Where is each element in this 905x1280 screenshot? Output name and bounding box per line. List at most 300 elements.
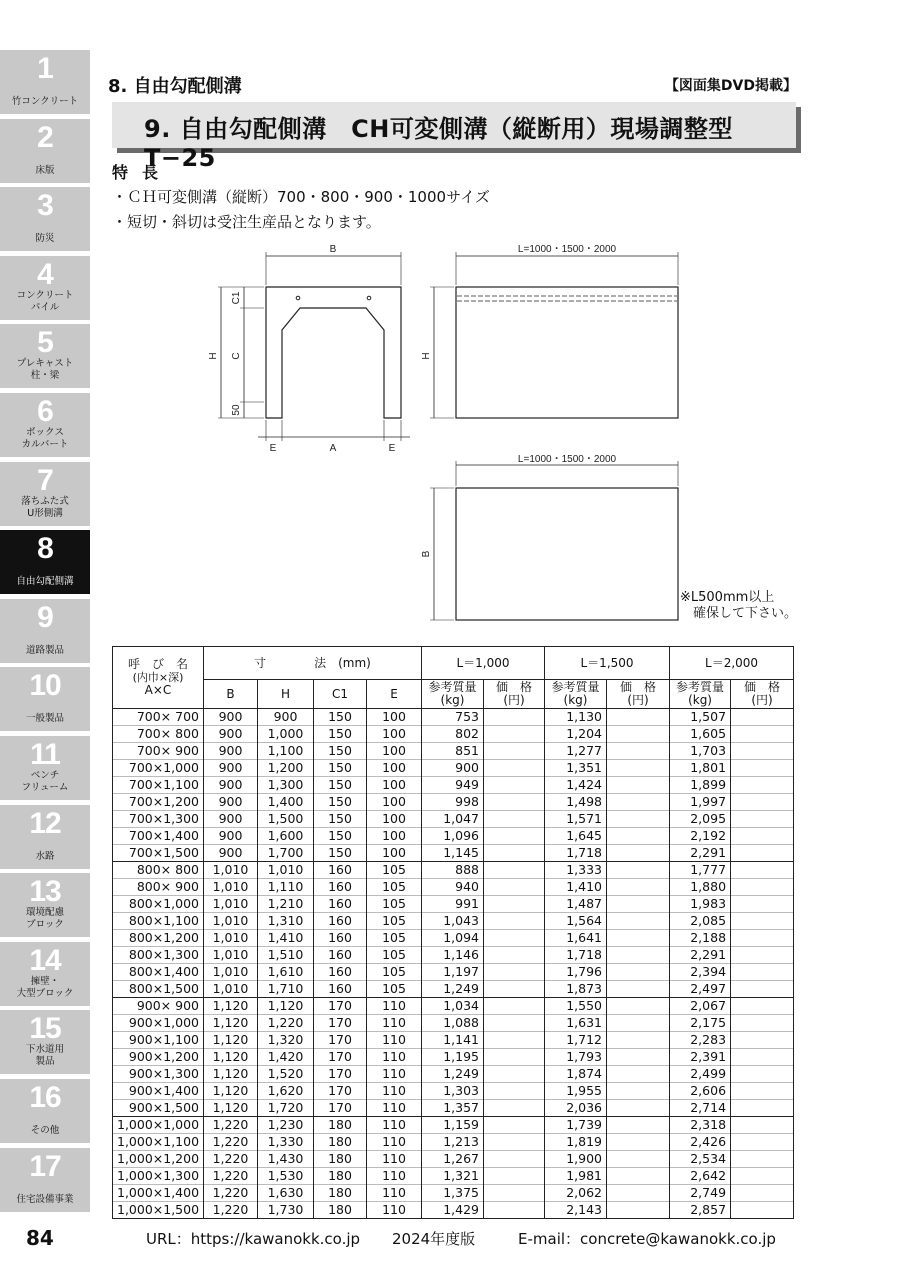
value-cell: 180	[314, 1202, 367, 1219]
price-cell	[731, 845, 794, 862]
value-cell: 1,088	[422, 1015, 484, 1032]
price-cell	[731, 947, 794, 964]
dim-label-50: 50	[231, 404, 242, 416]
table-row	[113, 794, 794, 811]
col-header-l1000: L＝1,000	[422, 647, 545, 680]
value-cell: 2,291	[670, 947, 731, 964]
value-cell: 900	[204, 709, 258, 726]
value-cell: 1,564	[545, 913, 607, 930]
table-row	[113, 1083, 794, 1100]
size-cell: 900×1,300	[113, 1066, 204, 1083]
value-cell: 110	[367, 1049, 422, 1066]
plan-view	[421, 454, 678, 620]
price-cell	[484, 998, 545, 1015]
dim-label-h: H	[208, 352, 219, 360]
sidebar-tab-15[interactable]	[0, 1010, 90, 1074]
value-cell: 2,642	[670, 1168, 731, 1185]
value-cell: 1,507	[670, 709, 731, 726]
value-cell: 1,819	[545, 1134, 607, 1151]
value-cell: 1,303	[422, 1083, 484, 1100]
value-cell: 1,605	[670, 726, 731, 743]
table-row	[113, 1185, 794, 1202]
size-cell: 700×1,300	[113, 811, 204, 828]
col-header-name: 呼 び 名 (内巾×深) A×C	[113, 647, 204, 709]
value-cell: 900	[204, 794, 258, 811]
price-cell	[731, 1151, 794, 1168]
size-cell: 900×1,000	[113, 1015, 204, 1032]
value-cell: 900	[258, 709, 314, 726]
size-cell: 700×1,500	[113, 845, 204, 862]
table-row	[113, 1049, 794, 1066]
dim-label-c1: C1	[231, 291, 242, 305]
value-cell: 1,220	[204, 1168, 258, 1185]
features-heading: 特長	[112, 163, 173, 182]
footer-email[interactable]: E-mail：concrete@kawanokk.co.jp	[518, 1230, 776, 1248]
size-cell: 700×1,400	[113, 828, 204, 845]
price-cell	[484, 1049, 545, 1066]
sidebar-tab-17[interactable]	[0, 1148, 90, 1212]
value-cell: 150	[314, 794, 367, 811]
col-header-l1500: L＝1,500	[545, 647, 670, 680]
value-cell: 1,720	[258, 1100, 314, 1117]
value-cell: 1,330	[258, 1134, 314, 1151]
dim-label-length-plan: L=1000・1500・2000	[517, 454, 617, 465]
price-cell	[607, 811, 670, 828]
sidebar-tab-number: 6	[37, 395, 53, 428]
value-cell: 2,143	[545, 1202, 607, 1219]
sidebar-tab-label: 床版	[35, 164, 55, 176]
value-cell: 150	[314, 709, 367, 726]
col-header-l2000: L＝2,000	[670, 647, 794, 680]
price-cell	[731, 1032, 794, 1049]
col-header-dim: C1	[314, 680, 367, 709]
feature-item: ・ＣＨ可変側溝（縦断）700・800・900・1000サイズ	[112, 188, 490, 206]
value-cell: 1,141	[422, 1032, 484, 1049]
price-cell	[731, 964, 794, 981]
value-cell: 2,534	[670, 1151, 731, 1168]
sidebar-tab-number: 15	[29, 1012, 61, 1046]
size-cell: 1,000×1,400	[113, 1185, 204, 1202]
value-cell: 1,424	[545, 777, 607, 794]
value-cell: 753	[422, 709, 484, 726]
price-cell	[607, 828, 670, 845]
value-cell: 100	[367, 726, 422, 743]
value-cell: 1,230	[258, 1117, 314, 1134]
price-cell	[607, 1202, 670, 1219]
table-row	[113, 743, 794, 760]
sidebar-tab-label: コンクリート パイル	[16, 289, 74, 313]
price-cell	[484, 1100, 545, 1117]
value-cell: 105	[367, 947, 422, 964]
table-row	[113, 1015, 794, 1032]
sidebar-tab-number: 14	[29, 943, 61, 977]
sidebar-tab-label: その他	[30, 1125, 60, 1136]
value-cell: 1,267	[422, 1151, 484, 1168]
price-cell	[607, 1100, 670, 1117]
value-cell: 1,645	[545, 828, 607, 845]
sidebar-tab-label: 竹コンクリート	[11, 96, 79, 107]
value-cell: 2,067	[670, 998, 731, 1015]
value-cell: 180	[314, 1185, 367, 1202]
sidebar-tab-label: プレキャスト 柱・梁	[16, 358, 74, 382]
value-cell: 1,120	[204, 1083, 258, 1100]
value-cell: 1,997	[670, 794, 731, 811]
value-cell: 110	[367, 1032, 422, 1049]
value-cell: 160	[314, 981, 367, 998]
size-cell: 1,000×1,300	[113, 1168, 204, 1185]
size-cell: 700× 700	[113, 709, 204, 726]
price-cell	[731, 913, 794, 930]
value-cell: 1,710	[258, 981, 314, 998]
sidebar-tab-label: 住宅設備事業	[16, 1193, 74, 1205]
value-cell: 1,981	[545, 1168, 607, 1185]
value-cell: 1,700	[258, 845, 314, 862]
size-cell: 900×1,200	[113, 1049, 204, 1066]
value-cell: 998	[422, 794, 484, 811]
size-cell: 800×1,100	[113, 913, 204, 930]
value-cell: 110	[367, 1066, 422, 1083]
dim-label-c: C	[231, 352, 242, 360]
sidebar-tab-number: 16	[29, 1081, 61, 1114]
value-cell: 2,749	[670, 1185, 731, 1202]
sidebar-tab-number: 4	[37, 257, 53, 291]
value-cell: 1,874	[545, 1066, 607, 1083]
footer-year: 2024年度版	[392, 1230, 476, 1248]
value-cell: 180	[314, 1117, 367, 1134]
value-cell: 1,703	[670, 743, 731, 760]
value-cell: 1,249	[422, 1066, 484, 1083]
sidebar-tab-12[interactable]	[0, 805, 90, 869]
sidebar-tab-label: 環境配慮 ブロック	[25, 907, 64, 931]
value-cell: 105	[367, 981, 422, 998]
value-cell: 1,641	[545, 930, 607, 947]
value-cell: 1,873	[545, 981, 607, 998]
col-header-dim: B	[204, 680, 258, 709]
value-cell: 1,300	[258, 777, 314, 794]
value-cell: 170	[314, 1015, 367, 1032]
value-cell: 2,036	[545, 1100, 607, 1117]
dim-label-e-right: E	[388, 443, 396, 454]
value-cell: 105	[367, 879, 422, 896]
col-header-price: 価 格 (円)	[731, 680, 794, 709]
value-cell: 991	[422, 896, 484, 913]
value-cell: 1,796	[545, 964, 607, 981]
value-cell: 170	[314, 1049, 367, 1066]
value-cell: 1,777	[670, 862, 731, 879]
value-cell: 1,739	[545, 1117, 607, 1134]
value-cell: 1,610	[258, 964, 314, 981]
price-cell	[484, 743, 545, 760]
sidebar-tab-label: 水路	[35, 850, 55, 862]
table-row	[113, 1134, 794, 1151]
value-cell: 1,010	[204, 862, 258, 879]
value-cell: 1,146	[422, 947, 484, 964]
value-cell: 1,010	[258, 862, 314, 879]
value-cell: 1,310	[258, 913, 314, 930]
value-cell: 2,188	[670, 930, 731, 947]
sidebar-tab-11[interactable]	[0, 736, 90, 800]
sidebar-tab-16[interactable]	[0, 1079, 90, 1143]
table-row	[113, 1032, 794, 1049]
value-cell: 1,110	[258, 879, 314, 896]
value-cell: 1,333	[545, 862, 607, 879]
size-cell: 700× 800	[113, 726, 204, 743]
price-cell	[607, 862, 670, 879]
dim-label-a: A	[329, 443, 337, 454]
value-cell: 160	[314, 896, 367, 913]
price-cell	[731, 811, 794, 828]
size-cell: 1,000×1,500	[113, 1202, 204, 1219]
col-header-weight: 参考質量 (kg)	[422, 680, 484, 709]
price-cell	[484, 1134, 545, 1151]
price-cell	[484, 777, 545, 794]
price-cell	[731, 726, 794, 743]
value-cell: 1,730	[258, 1202, 314, 1219]
value-cell: 1,410	[258, 930, 314, 947]
value-cell: 1,801	[670, 760, 731, 777]
value-cell: 1,430	[258, 1151, 314, 1168]
price-cell	[731, 828, 794, 845]
sidebar-tab-label: 自由勾配側溝	[16, 576, 74, 588]
value-cell: 1,195	[422, 1049, 484, 1066]
sidebar-tab-label: 下水道用 製品	[25, 1044, 64, 1068]
price-cell	[607, 1134, 670, 1151]
value-cell: 1,197	[422, 964, 484, 981]
table-row	[113, 862, 794, 879]
price-cell	[607, 1032, 670, 1049]
value-cell: 1,034	[422, 998, 484, 1015]
price-cell	[607, 879, 670, 896]
value-cell: 100	[367, 828, 422, 845]
price-cell	[484, 964, 545, 981]
value-cell: 1,200	[258, 760, 314, 777]
dim-label-h-side: H	[421, 352, 432, 360]
value-cell: 150	[314, 777, 367, 794]
sidebar-tab-number: 2	[37, 120, 53, 154]
price-cell	[484, 1015, 545, 1032]
value-cell: 2,291	[670, 845, 731, 862]
price-cell	[484, 1117, 545, 1134]
price-cell	[731, 879, 794, 896]
table-row	[113, 947, 794, 964]
value-cell: 1,120	[204, 1049, 258, 1066]
value-cell: 1,631	[545, 1015, 607, 1032]
price-cell	[484, 1083, 545, 1100]
sidebar-tab-number: 9	[37, 600, 53, 634]
value-cell: 170	[314, 1100, 367, 1117]
size-cell: 800×1,200	[113, 930, 204, 947]
value-cell: 1,010	[204, 947, 258, 964]
price-cell	[607, 896, 670, 913]
table-row	[113, 777, 794, 794]
dim-label-length-side: L=1000・1500・2000	[517, 244, 617, 255]
price-cell	[484, 930, 545, 947]
sidebar-tab-13[interactable]	[0, 873, 90, 937]
sidebar-tab-label: 道路製品	[25, 644, 64, 656]
value-cell: 150	[314, 845, 367, 862]
value-cell: 180	[314, 1134, 367, 1151]
sidebar-tab-number: 13	[29, 875, 61, 909]
sidebar-tab-label: 一般製品	[25, 713, 64, 725]
value-cell: 1,620	[258, 1083, 314, 1100]
footer-url[interactable]: URL：https://kawanokk.co.jp	[146, 1230, 361, 1248]
value-cell: 1,010	[204, 896, 258, 913]
value-cell: 170	[314, 1066, 367, 1083]
price-cell	[607, 1117, 670, 1134]
table-row	[113, 1151, 794, 1168]
table-row	[113, 709, 794, 726]
price-cell	[484, 760, 545, 777]
price-cell	[484, 811, 545, 828]
sidebar-tab-label: 擁壁・ 大型ブロック	[16, 975, 74, 999]
value-cell: 1,351	[545, 760, 607, 777]
price-cell	[607, 1049, 670, 1066]
value-cell: 1,094	[422, 930, 484, 947]
price-cell	[607, 1168, 670, 1185]
sidebar-tab-label: ベンチ フリューム	[21, 770, 69, 793]
value-cell: 900	[204, 743, 258, 760]
value-cell: 851	[422, 743, 484, 760]
price-cell	[484, 981, 545, 998]
price-cell	[731, 1168, 794, 1185]
value-cell: 150	[314, 811, 367, 828]
price-cell	[607, 947, 670, 964]
value-cell: 2,857	[670, 1202, 731, 1219]
value-cell: 1,220	[204, 1117, 258, 1134]
sidebar-tab-14[interactable]	[0, 942, 90, 1006]
value-cell: 1,000	[258, 726, 314, 743]
table-row	[113, 896, 794, 913]
value-cell: 1,630	[258, 1185, 314, 1202]
value-cell: 180	[314, 1151, 367, 1168]
value-cell: 2,497	[670, 981, 731, 998]
value-cell: 1,600	[258, 828, 314, 845]
table-row	[113, 879, 794, 896]
price-cell	[484, 1202, 545, 1219]
size-cell: 900×1,400	[113, 1083, 204, 1100]
sidebar-tab-label: ボックス カルバート	[21, 427, 69, 450]
col-header-dim: E	[367, 680, 422, 709]
value-cell: 160	[314, 930, 367, 947]
drawing-note: ※L500mm以上 確保して下さい。	[680, 590, 798, 621]
price-cell	[731, 743, 794, 760]
value-cell: 900	[204, 760, 258, 777]
price-cell	[484, 1151, 545, 1168]
value-cell: 110	[367, 1151, 422, 1168]
value-cell: 1,718	[545, 845, 607, 862]
sidebar-tab-10[interactable]	[0, 667, 90, 731]
price-cell	[484, 1168, 545, 1185]
price-cell	[484, 896, 545, 913]
price-cell	[607, 998, 670, 1015]
table-row	[113, 964, 794, 981]
value-cell: 2,499	[670, 1066, 731, 1083]
size-cell: 1,000×1,100	[113, 1134, 204, 1151]
value-cell: 100	[367, 709, 422, 726]
table-row	[113, 913, 794, 930]
price-cell	[731, 981, 794, 998]
value-cell: 900	[204, 845, 258, 862]
price-cell	[731, 896, 794, 913]
price-cell	[484, 794, 545, 811]
price-cell	[484, 862, 545, 879]
size-cell: 800× 900	[113, 879, 204, 896]
value-cell: 1,550	[545, 998, 607, 1015]
price-cell	[731, 862, 794, 879]
price-cell	[484, 726, 545, 743]
value-cell: 802	[422, 726, 484, 743]
value-cell: 940	[422, 879, 484, 896]
sidebar-tab-number: 17	[29, 1149, 61, 1183]
value-cell: 1,249	[422, 981, 484, 998]
col-header-weight: 参考質量 (kg)	[545, 680, 607, 709]
price-cell	[731, 1134, 794, 1151]
value-cell: 900	[422, 760, 484, 777]
value-cell: 105	[367, 964, 422, 981]
value-cell: 170	[314, 998, 367, 1015]
col-header-dims: 寸 法 (mm)	[204, 647, 422, 680]
value-cell: 160	[314, 862, 367, 879]
price-cell	[731, 1083, 794, 1100]
value-cell: 1,120	[204, 1066, 258, 1083]
price-cell	[607, 1015, 670, 1032]
value-cell: 2,095	[670, 811, 731, 828]
price-cell	[731, 1117, 794, 1134]
value-cell: 1,429	[422, 1202, 484, 1219]
value-cell: 1,120	[258, 998, 314, 1015]
value-cell: 160	[314, 879, 367, 896]
price-cell	[607, 981, 670, 998]
value-cell: 1,145	[422, 845, 484, 862]
value-cell: 110	[367, 1134, 422, 1151]
value-cell: 105	[367, 913, 422, 930]
value-cell: 1,120	[204, 1100, 258, 1117]
price-cell	[731, 1185, 794, 1202]
size-cell: 900×1,500	[113, 1100, 204, 1117]
value-cell: 150	[314, 726, 367, 743]
value-cell: 2,606	[670, 1083, 731, 1100]
price-cell	[607, 1151, 670, 1168]
value-cell: 1,220	[204, 1134, 258, 1151]
price-cell	[731, 930, 794, 947]
value-cell: 100	[367, 743, 422, 760]
value-cell: 1,043	[422, 913, 484, 930]
col-header-dim: H	[258, 680, 314, 709]
size-cell: 800×1,500	[113, 981, 204, 998]
value-cell: 2,085	[670, 913, 731, 930]
sidebar-tab-number: 3	[37, 189, 53, 223]
value-cell: 1,010	[204, 913, 258, 930]
price-cell	[731, 1015, 794, 1032]
value-cell: 1,130	[545, 709, 607, 726]
value-cell: 1,010	[204, 879, 258, 896]
value-cell: 110	[367, 1168, 422, 1185]
value-cell: 1,220	[204, 1151, 258, 1168]
value-cell: 1,220	[204, 1185, 258, 1202]
price-cell	[607, 1083, 670, 1100]
sidebar-tab-label: 落ちふた式 U形側溝	[21, 495, 69, 519]
value-cell: 1,410	[545, 879, 607, 896]
value-cell: 900	[204, 726, 258, 743]
price-cell	[607, 794, 670, 811]
page-number: 84	[26, 1226, 54, 1250]
section-title: 8. 自由勾配側溝	[108, 76, 242, 97]
value-cell: 1,900	[545, 1151, 607, 1168]
value-cell: 100	[367, 777, 422, 794]
value-cell: 110	[367, 1202, 422, 1219]
value-cell: 2,175	[670, 1015, 731, 1032]
price-cell	[484, 879, 545, 896]
